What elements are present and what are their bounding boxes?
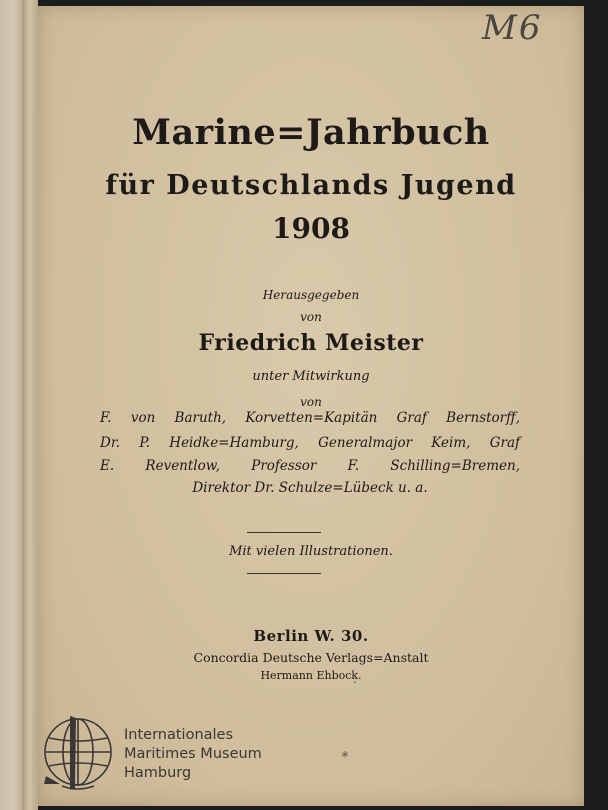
divider-rule xyxy=(247,573,321,574)
editor-label: Herausgegeben xyxy=(262,288,360,302)
museum-watermark xyxy=(124,726,284,783)
watermark-line: Internationales xyxy=(124,727,234,743)
contributor-line: F. von Baruth, Korvetten=Kapitän Graf Bernstorff, xyxy=(100,410,520,426)
editor-name: Friedrich Meister xyxy=(198,330,424,356)
ship-globe-logo-icon xyxy=(40,714,114,794)
handwritten-shelfmark: M6 xyxy=(482,8,543,48)
title-line-1: Marine=Jahrbuch xyxy=(132,112,490,153)
ink-speck: ⁎ xyxy=(341,745,349,761)
contributor-line: Dr. P. Heidke=Hamburg, Generalmajor Keim, Graf xyxy=(100,435,520,451)
title-line-2: für Deutschlands Jugend xyxy=(105,170,517,201)
ink-speck: ˙ xyxy=(351,680,359,696)
watermark-line: Hamburg xyxy=(124,765,192,781)
previous-page-edge xyxy=(0,0,22,810)
publication-year: 1908 xyxy=(272,212,350,245)
watermark-line: Maritimes Museum xyxy=(124,746,262,762)
publisher: Concordia Deutsche Verlags=Anstalt xyxy=(193,650,429,665)
by-label-1: von xyxy=(300,310,322,324)
publisher-name: Hermann Ehbock. xyxy=(260,669,362,682)
divider-rule xyxy=(247,532,321,533)
by-label-2: von xyxy=(300,395,322,409)
illustrations-note: Mit vielen Illustrationen. xyxy=(229,544,393,559)
collaboration-label: unter Mitwirkung xyxy=(252,369,370,384)
book-spine xyxy=(22,0,38,810)
contributor-line: E. Reventlow, Professor F. Schilling=Bremen, xyxy=(100,458,520,474)
publication-city: Berlin W. 30. xyxy=(253,627,369,645)
contributor-line: Direktor Dr. Schulze=Lübeck u. a. xyxy=(192,480,428,496)
